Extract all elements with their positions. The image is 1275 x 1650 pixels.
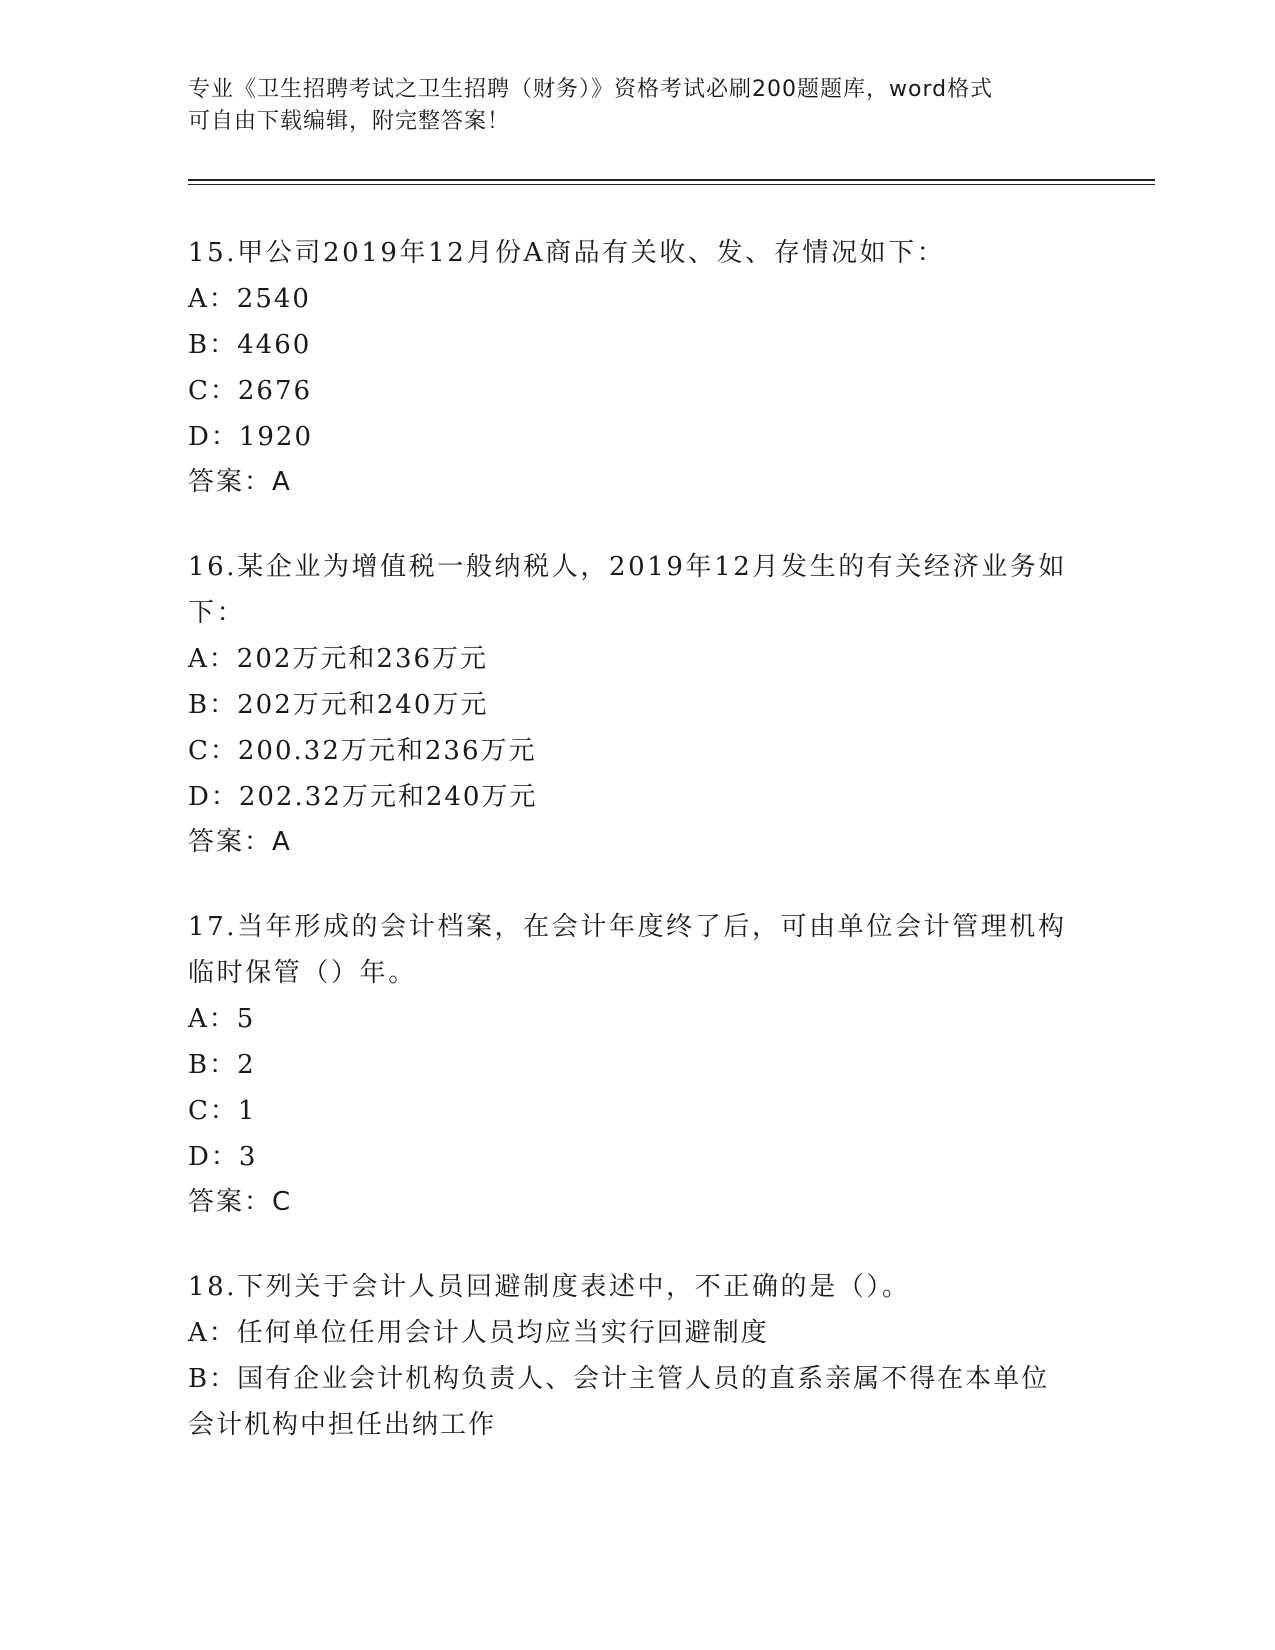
document-header [188,74,1068,138]
option-a: A：2540 [188,284,311,314]
question-list [188,230,1088,1488]
option-d: D：1920 [188,422,314,452]
option-d: D：202.32万元和240万元 [188,782,538,812]
header-line: 可自由下载编辑，附完整答案！ [188,109,511,134]
question-17 [188,904,1088,1224]
question-text: 下： [188,598,246,628]
question-text: 临时保管（）年。 [188,958,417,988]
header-divider-thin [188,184,1155,185]
question-15 [188,230,1088,504]
option-a: A：5 [188,1004,256,1034]
question-16 [188,544,1088,864]
option-c: C：2676 [188,376,313,406]
option-c: C：1 [188,1096,257,1126]
answer: 答案：A [188,467,292,497]
question-text: 15.甲公司2019年12月份A商品有关收、发、存情况如下： [188,238,946,268]
header-divider [188,179,1155,181]
question-text: 16.某企业为增值税一般纳税人，2019年12月发生的有关经济业务如 [188,552,1068,582]
question-18 [188,1264,1088,1448]
answer: 答案：A [188,827,292,857]
option-b: B：2 [188,1050,256,1080]
question-text: 17.当年形成的会计档案，在会计年度终了后，可由单位会计管理机构 [188,912,1067,942]
option-b: B：202万元和240万元 [188,690,489,720]
option-c: C：200.32万元和236万元 [188,736,537,766]
option-d: D：3 [188,1142,258,1172]
option-b: B：国有企业会计机构负责人、会计主管人员的直系亲属不得在本单位 [188,1364,1050,1394]
option-b: B：4460 [188,330,312,360]
answer: 答案：C [188,1187,293,1217]
option-a: A：202万元和236万元 [188,644,489,674]
header-line: 专业《卫生招聘考试之卫生招聘（财务）》资格考试必刷200题题库，word格式 [188,77,994,102]
option-a: A：任何单位任用会计人员均应当实行回避制度 [188,1318,769,1348]
question-text: 18.下列关于会计人员回避制度表述中，不正确的是（）。 [188,1272,911,1302]
option-b-continued: 会计机构中担任出纳工作 [188,1410,497,1440]
